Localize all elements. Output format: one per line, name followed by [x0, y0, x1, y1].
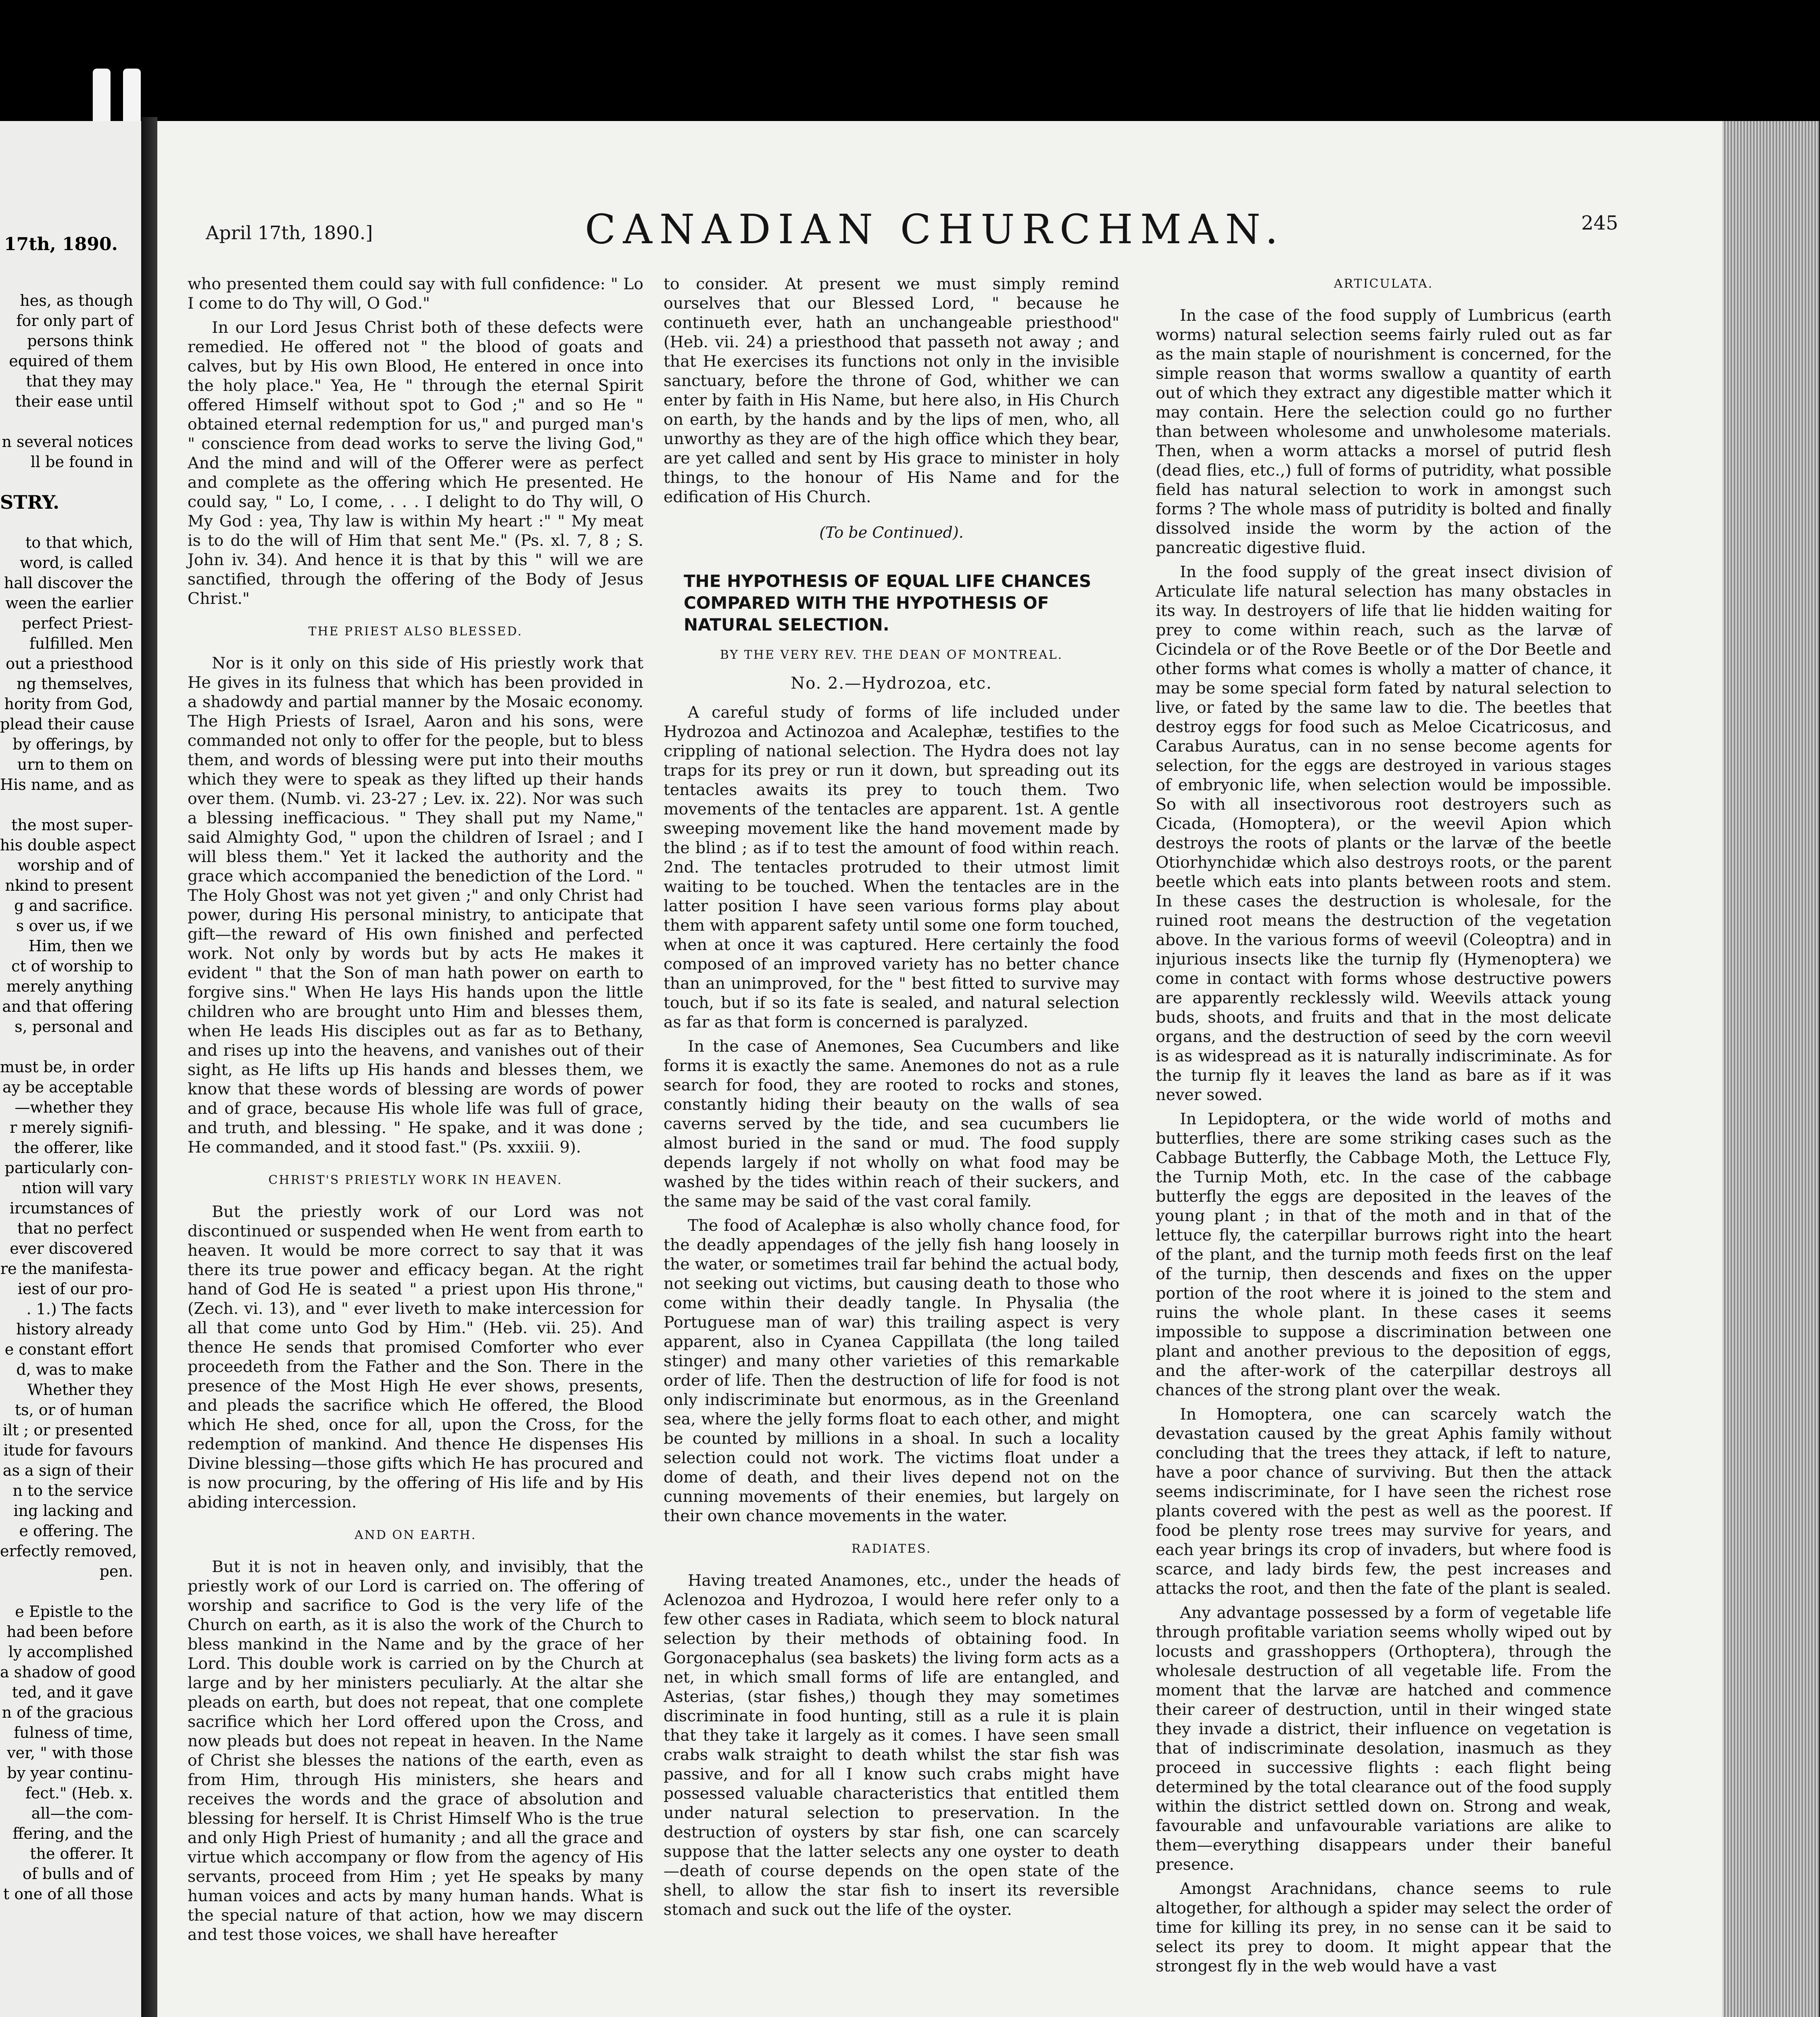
- facing-page-line: ffering, and the: [13, 1825, 133, 1842]
- facing-page-line: fulfilled. Men: [29, 635, 133, 652]
- section-heading: ARTICULATA.: [1334, 277, 1434, 291]
- facing-page-line: Him, then we: [28, 937, 133, 955]
- paragraph: A careful study of forms of life included under Hydrozoa and Actinozoa and Acalephæ, testifies to the crippling of national selection. The Hydra does not lay traps for its prey or run it down, but spreading out its tentacles awaits its prey to touch them. Two movements of the tentacles are apparent. 1st. A gentle sweeping movement like the hand movement made by the blind ; as if to test the amount of food within reach. 2nd. The tentacles protruded to their utmost limit waiting to be touched. When the tentacles are in the latter position I have seen various forms play about them with apparent safety until some one form touched, when at once it was captured. Here certainly the food composed of an improved variety has no better chance than an unimproved, for the " best fitted to survive may touch, but if so its fate is sealed, and natural selection as far as that form is concerned is paralyzed.: [664, 703, 1119, 1031]
- column-left: [188, 274, 643, 1949]
- facing-page-header: 17th, 1890.: [4, 234, 118, 255]
- paragraph: to consider. At present we must simply remind ourselves that our Blessed Lord, " because he continueth ever, hath an unchangeable priesthood" (Heb. vii. 24) a priesthood that passeth not away ; and that He exercises its functions not only in the invisible sanctuary, before the throne of God, whither we can enter by faith in His Name, but here also, in His Church on earth, by the hands and by the lips of men, who, all unworthy as they are of the high office which they bear, are yet called and sent by His grace to minister in holy things, to the honour of His Name and for the edification of His Church.: [664, 275, 1119, 506]
- facing-page-line: merely anything: [6, 977, 133, 995]
- section-heading: RADIATES.: [851, 1542, 932, 1556]
- page-number: 245: [1581, 212, 1618, 234]
- facing-page-line: His name, and as: [0, 776, 134, 793]
- facing-page-line: s over us, if we: [16, 917, 133, 935]
- facing-page-line: ween the earlier: [5, 594, 133, 612]
- facing-page-line: n several notices: [2, 433, 133, 451]
- article-part-number: No. 2.—Hydrozoa, etc.: [791, 674, 992, 693]
- facing-page-line: perfect Priest-: [21, 614, 133, 632]
- masthead-title: CANADIAN CHURCHMAN.: [585, 206, 1286, 253]
- facing-page-line: ntion will vary: [21, 1179, 133, 1197]
- facing-page-line: that they may: [26, 372, 133, 390]
- facing-page-fragment: [0, 121, 141, 2017]
- facing-page-line: as a sign of their: [2, 1462, 133, 1479]
- section-heading: AND ON EARTH.: [354, 1528, 477, 1542]
- facing-page-line: d, was to make: [16, 1361, 133, 1378]
- facing-page-line: persons think: [27, 332, 133, 350]
- facing-page-line: by offerings, by: [13, 735, 133, 753]
- paragraph: In Homoptera, one can scarcely watch the devastation caused by the great Aphis family without concluding that the trees they attack, if left to nature, have a poor chance of surviving. But then the attack seems indiscriminate, for I have seen the richest rose plants covered with the pest as well as the poorest. If food be plenty rose trees may survive for years, and each year brings its crop of invaders, but where food is scarce, and lady birds few, the pest increases and attacks the root, and then the fate of the plant is sealed.: [1156, 1405, 1611, 1598]
- facing-page-line: equired of them: [9, 352, 133, 370]
- paragraph: Any advantage possessed by a form of vegetable life through profitable variation seems wholly wiped out by locusts and grasshoppers (Orthoptera), through the wholesale destruction of all vegetable life. From the moment that the larvæ are hatched and commence their career of destruction, until in their winged state they invade a district, their influence on vegetation is that of indiscriminate desolation, inasmuch as they proceed in successive flights : each flight being determined by the total clearance out of the food supply within the district settled down on. Strong and weak, favourable and unfavourable variations are alike to them—everything disappears under their baneful presence.: [1156, 1604, 1611, 1874]
- facing-page-line: e Epistle to the: [15, 1603, 133, 1620]
- facing-page-subhead: STRY.: [0, 491, 60, 513]
- facing-page-line: . 1.) The facts: [26, 1300, 133, 1318]
- facing-page-line: ilt ; or presented: [2, 1421, 133, 1439]
- facing-page-line: particularly con-: [4, 1159, 133, 1177]
- facing-page-line: and that offering: [2, 998, 133, 1015]
- facing-page-line: re the manifesta-: [0, 1260, 133, 1278]
- facing-page-line: s, personal and: [15, 1018, 133, 1036]
- facing-page-line: —whether they: [15, 1098, 133, 1116]
- facing-page-line: of bulls and of: [22, 1865, 133, 1883]
- facing-page-line: his double aspect: [0, 836, 136, 854]
- book-gutter: [141, 117, 157, 2017]
- column-middle: [664, 274, 1119, 1924]
- paragraph: Having treated Anamones, etc., under the heads of Aclenozoa and Hydrozoa, I would here refer only to a few other cases in Radiata, which seem to block natural selection by their methods of obtaining food. In Gorgonacephalus (sea baskets) the living form acts as a net, in which small forms of life are entangled, and Asterias, (star fishes,) though they may sometimes discriminate in food hunting, still as a rule it is plain that they take it largely as it comes. I have seen small crabs walk straight to death whilst the star fish was passive, and for all I know such crabs might have possessed valuable characteristics that entitled them under natural selection to preservation. In the destruction of oysters by star fish, one can scarcely suppose that the latter selects any one oyster to death—death of course depends on the open state of the shell, to allow the star fish to insert its reversible stomach and suck out the life of the oyster.: [664, 1571, 1119, 1919]
- facing-page-line: iest of our pro-: [17, 1280, 133, 1298]
- facing-page-line: ing lacking and: [13, 1502, 133, 1520]
- paragraph: In Lepidoptera, or the wide world of moths and butterflies, there are some striking cases such as the Cabbage Butterfly, the Cabbage Moth, the Lettuce Fly, the Turnip Moth, etc. In the case of the cabbage butterfly the eggs are deposited in the leaves of the young plant ; in that of the moth and in that of the lettuce fly, the caterpillar burrows right into the heart of the plant, and the turnip moth feeds first on the leaf of the turnip, then descends and fixes on the upper portion of the root where it is joined to the stem and ruins the whole plant. In these cases it seems impossible to suppose a discrimination between one plant and another previous to the deposition of eggs, and the after-work of the caterpillar destroys all chances of the strong plant over the weak.: [1156, 1110, 1611, 1399]
- section-heading: CHRIST'S PRIESTLY WORK IN HEAVEN.: [268, 1173, 563, 1187]
- facing-page-line: must be, in order: [0, 1058, 135, 1076]
- facing-page-line: t one of all those: [3, 1885, 133, 1903]
- facing-page-line: to that which,: [25, 534, 133, 551]
- paragraph: The food of Acalephæ is also wholly chance food, for the deadly appendages of the jelly fish hang loosely in the water, or sometimes trail far behind the actual body, not seeking out victims, but causing death to those who come within their deadly tangle. In Physalia (the Portuguese man of war) this trailing aspect is very apparent, also in Cyanea Cappillata (the long tailed stinger) and many other varieties of this remarkable order of life. Then the destruction of life for food is not only indiscriminate but enormous, as in the Greenland sea, where the jelly forms float to each other, and might be counted by millions in a shoal. In such a locality selection could not work. The victims float under a dome of death, and their lives depend not on the cunning movements of their enemies, but largely on their own chance movements in the water.: [664, 1216, 1119, 1525]
- facing-page-line: hall discover the: [4, 574, 133, 592]
- paragraph: In the case of the food supply of Lumbricus (earth worms) natural selection seems fairly ruled out as far as the main staple of nourishment is concerned, for the simple reason that worms swallow a quantity of earth out of which they extract any digestible matter which it may contain. Here the selection could go no further than between wholesome and unwholesome materials. Then, when a worm attacks a morsel of putrid flesh (dead flies, etc.,) full of forms of putridity, what possible field has natural selection to work in amongst such forms ? The whole mass of putridity is bolted and finally dissolved inside the worm by the action of the pancreatic digestive fluid.: [1156, 306, 1611, 557]
- facing-page-line: by year continu-: [7, 1764, 133, 1782]
- facing-page-line: the offerer, like: [14, 1139, 133, 1157]
- facing-page-line: ts, or of human: [15, 1401, 133, 1419]
- facing-page-line: ever discovered: [10, 1240, 133, 1257]
- facing-page-line: erfectly removed,: [0, 1542, 137, 1560]
- facing-page-line: ircumstances of: [9, 1199, 133, 1217]
- facing-page-line: a shadow of good: [0, 1663, 136, 1681]
- facing-page-line: r merely signifi-: [10, 1119, 133, 1136]
- facing-page-line: word, is called: [20, 554, 133, 572]
- facing-page-line: ly accomplished: [8, 1643, 133, 1661]
- facing-page-line: all—the com-: [31, 1804, 133, 1822]
- facing-page-line: urn to them on: [17, 756, 133, 773]
- newspaper-page: [157, 121, 1722, 2017]
- facing-page-line: nkind to present: [5, 877, 133, 894]
- facing-page-line: for only part of: [16, 312, 133, 330]
- facing-page-line: e offering. The: [19, 1522, 133, 1540]
- facing-page-line: that no perfect: [17, 1219, 133, 1237]
- paragraph: But it is not in heaven only, and invisibly, that the priestly work of our Lord is carried on. The offering of worship and sacrifice to God is the very life of the Church on earth, as it is also the work of the Church to bless mankind in the Name and by the grace of her Lord. This double work is carried on by the Church at large and by her ministers peculiarly. At the altar she pleads on earth, but does not repeat, that one complete sacrifice which her Lord offered upon the Cross, and now pleads but does not repeat in heaven. In the Name of Christ she blesses the nations of the earth, even as from Him, through His ministers, she hears and receives the words and the grace of absolution and blessing for herself. It is Christ Himself Who is the true and only High Priest of humanity ; and all the grace and virtue which accompany or flow from the agency of His servants, proceed from Him ; yet He speaks by many human voices and acts by many human hands. What is the special nature of that action, how we may discern and test those voices, we shall have hereafter: [188, 1558, 643, 1944]
- facing-page-line: n of the gracious: [2, 1704, 133, 1721]
- paragraph: But the priestly work of our Lord was not discontinued or suspended when He went from earth to heaven. It would be more correct to say that it was there its true power and efficacy began. At the right hand of God He is seated " a priest upon His throne," (Zech. vi. 13), and " ever liveth to make intercession for all that come unto God by Him." (Heb. vii. 25). And thence He sends that promised Comforter who ever proceedeth from the Father and the Son. There in the presence of the Most High He ever shows, presents, and pleads the sacrifice which He offered, the Blood which He shed, once for all, upon the Cross, for the redemption of mankind. And thence He dispenses His Divine blessing—those gifts which He has procured and is now procuring, by the offering of His life and by His abiding intercession.: [188, 1203, 643, 1512]
- to-be-continued: (To be Continued).: [819, 524, 964, 541]
- page-edges: [1722, 121, 1819, 2017]
- facing-page-line: pen.: [99, 1562, 133, 1580]
- paragraph: Nor is it only on this side of His priestly work that He gives in its fulness that which has been provided in a shadowdy and partial manner by the Mosaic economy. The High Priests of Israel, Aaron and his sons, were commanded not only to offer for the people, but to bless them, and words of blessing were put into their mouths which they were to speak as they lifted up their hands over them. (Numb. vi. 23-27 ; Lev. ix. 22). Nor was such a blessing inefficacious. " They shall put my Name," said Almighty God, " upon the children of Israel ; and I will bless them." Yet it lacked the authority and the grace which accompanied the benediction of the Lord. " The Holy Ghost was not yet given ;" and only Christ had power, during His personal ministry, to anticipate that gift—the reward of His own finished and perfected work. Not only by words but by acts He makes it evident " that the Son of man hath power on earth to forgive sins." When He lays His hands upon the little children who are brought unto Him and blesses them, when He leads His disciples out as far as to Bethany, and rises up into the heavens, and vanishes out of their sight, as He lifts up His hands and blesses them, we know that these words of blessing are words of power and of grace, because His whole life was full of grace, and truth, and blessing. " He spake, and it was done ; He commanded, and it stood fast." (Ps. xxxiii. 9).: [188, 654, 643, 1157]
- article-title: THE HYPOTHESIS OF EQUAL LIFE CHANCES COMPARED WITH THE HYPOTHESIS OF NATURAL SELECTION.: [684, 571, 1092, 635]
- facing-page-line: hes, as though: [20, 292, 133, 309]
- paragraph: who presented them could say with full confidence: " Lo I come to do Thy will, O God.": [188, 275, 643, 313]
- facing-page-line: ct of worship to: [11, 957, 133, 975]
- facing-page-line: ll be found in: [30, 453, 133, 471]
- facing-page-line: itude for favours: [3, 1441, 133, 1459]
- section-heading: THE PRIEST ALSO BLESSED.: [308, 624, 523, 639]
- facing-page-line: ay be acceptable: [2, 1078, 133, 1096]
- film-border-top: [0, 0, 1820, 121]
- facing-page-line: fulness of time,: [14, 1724, 133, 1741]
- facing-page-line: g and sacrifice.: [14, 897, 133, 915]
- facing-page-line: worship and of: [17, 856, 133, 874]
- paragraph: In the food supply of the great insect division of Articulate life natural selection has many obstacles in its way. In destroyers of life that lie hidden waiting for prey to come within reach, such as the larvæ of Cicindela or of the Rove Beetle or of the Dor Beetle and other forms what comes is wholly a matter of chance, it may be some special form fated by natural selection to live, or fated by the same law to die. The beetles that destroy eggs for food such as Meloe Cicatricosus, and Carabus Auratus, can in no sense become agents for selection, for the eggs are destroyed in various stages of embryonic life, when selection would be impossible. So with all insectivorous root destroyers such as Cicada, (Homoptera), or the weevil Apion which destroys the roots of plants or the larvæ of the beetle Otiorhynchidæ which also destroys roots, or the parent beetle which eats into plants between roots and stem. In these cases the destruction is wholesale, for the ruined root means the destruction of the vegetation above. In the various forms of weevil (Coleoptra) and in injurious insects like the turnip fly (Hymenoptera) we come in contact with forms whose destructive powers are apparently recklessly wild. Weevils attack young buds, shoots, and fruits and that in the most delicate organs, and the destruction of seed by the corn weevil is as widespread as it is naturally indiscriminate. As for the turnip fly it leaves the land as bare as if it was never sowed.: [1156, 563, 1611, 1104]
- paragraph: Amongst Arachnidans, chance seems to rule altogether, for although a spider may select the order of time for killing its prey, in no sense can it be said to select its prey to doom. It might appear that the strongest fly in the web would have a vast: [1156, 1879, 1611, 1975]
- column-right: [1156, 274, 1611, 1981]
- article-byline: BY THE VERY REV. THE DEAN OF MONTREAL.: [720, 648, 1063, 662]
- facing-page-line: n to the service: [13, 1482, 133, 1499]
- facing-page-text: [0, 290, 137, 1904]
- facing-page-line: out a priesthood: [6, 655, 133, 672]
- facing-page-line: ver, " with those: [7, 1744, 133, 1762]
- facing-page-line: plead their cause: [0, 715, 135, 733]
- paragraph: In our Lord Jesus Christ both of these defects were remedied. He offered not " the blood of goats and calves, but by His own Blood, He entered in once into the holy place." Yea, He " through the eternal Spirit offered Himself without spot to God ;" and so He " obtained eternal redemption for us," and purged man's " conscience from dead works to serve the living God," And the mind and will of the Offerer were as perfect and complete as the offering which He presented. He could say, " Lo, I come, . . . I delight to do Thy will, O My God : yea, Thy law is within My heart :" " My meat is to do the will of Him that sent Me." (Ps. xl. 7, 8 ; S. John iv. 34). And hence it is that by this " will we are sanctified, through the offering of the Body of Jesus Christ.": [188, 318, 643, 608]
- facing-page-line: e constant effort: [4, 1340, 133, 1358]
- facing-page-line: the offerer. It: [30, 1845, 133, 1862]
- paragraph: In the case of Anemones, Sea Cucumbers and like forms it is exactly the same. Anemones do not as a rule search for food, they are rooted to rocks and stones, constantly hiding their beauty on the walls of sea caverns served by the tide, and sea cucumbers lie almost buried in the sand or mud. The food supply depends largely if not wholly on what food may be washed by the tides within reach of their suckers, and the same may be said of the vast coral family.: [664, 1037, 1119, 1211]
- facing-page-line: had been before: [6, 1623, 133, 1641]
- facing-page-line: fect." (Heb. x.: [25, 1784, 133, 1802]
- facing-page-line: ted, and it gave: [12, 1683, 133, 1701]
- running-date: April 17th, 1890.]: [206, 222, 373, 244]
- facing-page-line: the most super-: [11, 816, 133, 834]
- facing-page-line: Whether they: [27, 1381, 133, 1399]
- facing-page-line: ng themselves,: [17, 675, 133, 693]
- facing-page-line: hority from God,: [4, 695, 133, 713]
- facing-page-line: history already: [16, 1320, 133, 1338]
- facing-page-line: their ease until: [15, 393, 133, 410]
